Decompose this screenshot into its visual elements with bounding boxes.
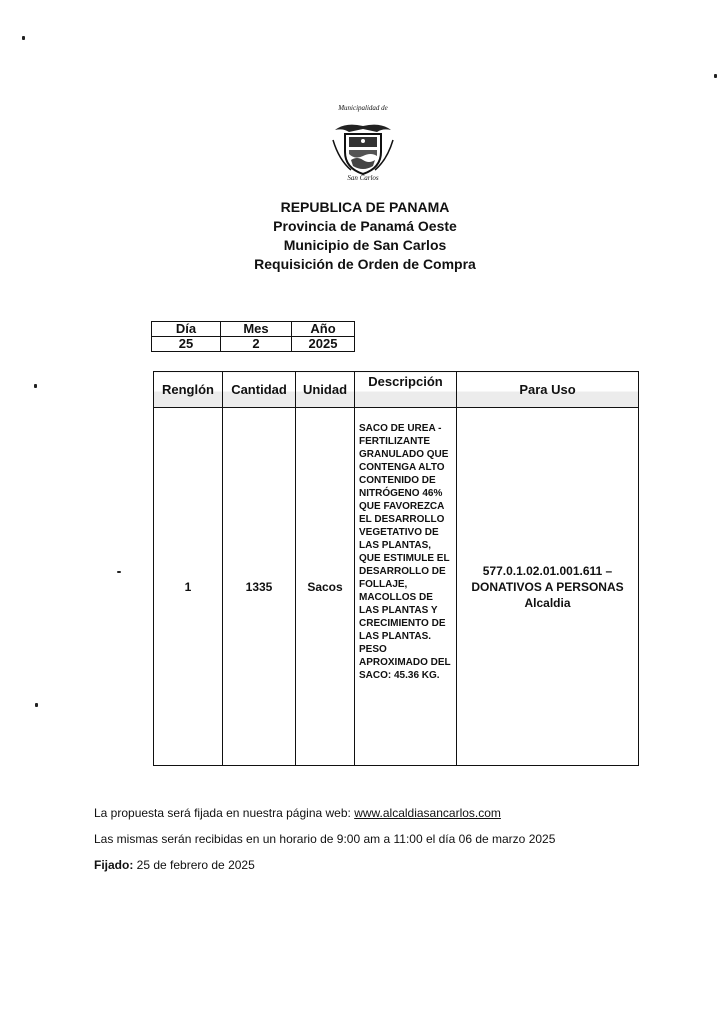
col-header-renglon: Renglón (154, 372, 223, 408)
website-link[interactable]: www.alcaldiasancarlos.com (354, 806, 501, 820)
coat-of-arms-icon (331, 120, 395, 176)
footer-publication-text: La propuesta será fijada en nuestra página web: (94, 806, 355, 820)
scan-speck (34, 384, 37, 388)
footer-schedule-line: Las mismas serán recibidas en un horario de 9:00 am a 11:00 el día 06 de marzo 2025 (94, 832, 556, 846)
table-row (154, 408, 639, 766)
document-footer (94, 800, 555, 878)
scan-speck (714, 74, 717, 78)
date-year-value: 2025 (292, 337, 355, 352)
date-header-day: Día (152, 322, 221, 337)
cell-descripcion: SACO DE UREA - FERTILIZANTE GRANULADO QUE CONTENGA ALTO CONTENIDO DE NITRÓGENO 46% QUE FAVOREZCA EL DESARROLLO VEGETATIVO DE LAS PLANTAS, QUE ESTIMULE EL DESARROLLO DE FOLLAJE, MACOLLOS DE LAS PLANTAS Y CRECIMIENTO DE LAS PLANTAS. PESO APROXIMADO DEL SACO: 45.36 KG. (355, 408, 457, 766)
date-header-month: Mes (221, 322, 292, 337)
scan-speck (117, 571, 121, 573)
date-header-year: Año (292, 322, 355, 337)
col-header-cantidad: Cantidad (223, 372, 296, 408)
cell-unidad: Sacos (296, 408, 355, 766)
date-value-row (152, 337, 355, 352)
cell-cantidad: 1335 (223, 408, 296, 766)
col-header-descripcion: Descripción (355, 372, 457, 408)
header-municipality: Municipio de San Carlos (283, 237, 447, 253)
seal-top-text: Municipalidad de (338, 104, 388, 112)
table-header-row (154, 372, 639, 408)
footer-publication-line (94, 800, 555, 826)
date-table (151, 321, 355, 352)
date-month-value: 2 (221, 337, 292, 352)
seal-bottom-text: San Carlos (347, 174, 379, 182)
cell-para-uso: 577.0.1.02.01.001.611 – DONATIVOS A PERSONAS Alcaldia (457, 408, 639, 766)
col-header-para-uso: Para Uso (457, 372, 639, 408)
requisition-table (153, 371, 639, 766)
document-title: Requisición de Orden de Compra (254, 256, 476, 272)
header-province: Provincia de Panamá Oeste (273, 218, 457, 234)
header-country: REPUBLICA DE PANAMA (280, 199, 450, 215)
date-header-row (152, 322, 355, 337)
date-day-value: 25 (152, 337, 221, 352)
col-header-unidad: Unidad (296, 372, 355, 408)
scan-speck (22, 36, 25, 40)
scan-speck (35, 703, 38, 707)
footer-posted-line (94, 852, 555, 878)
document-header (150, 198, 580, 274)
cell-renglon: 1 (154, 408, 223, 766)
footer-posted-date: 25 de febrero de 2025 (133, 858, 255, 872)
footer-posted-label: Fijado: (94, 858, 134, 872)
municipal-seal (318, 104, 408, 186)
